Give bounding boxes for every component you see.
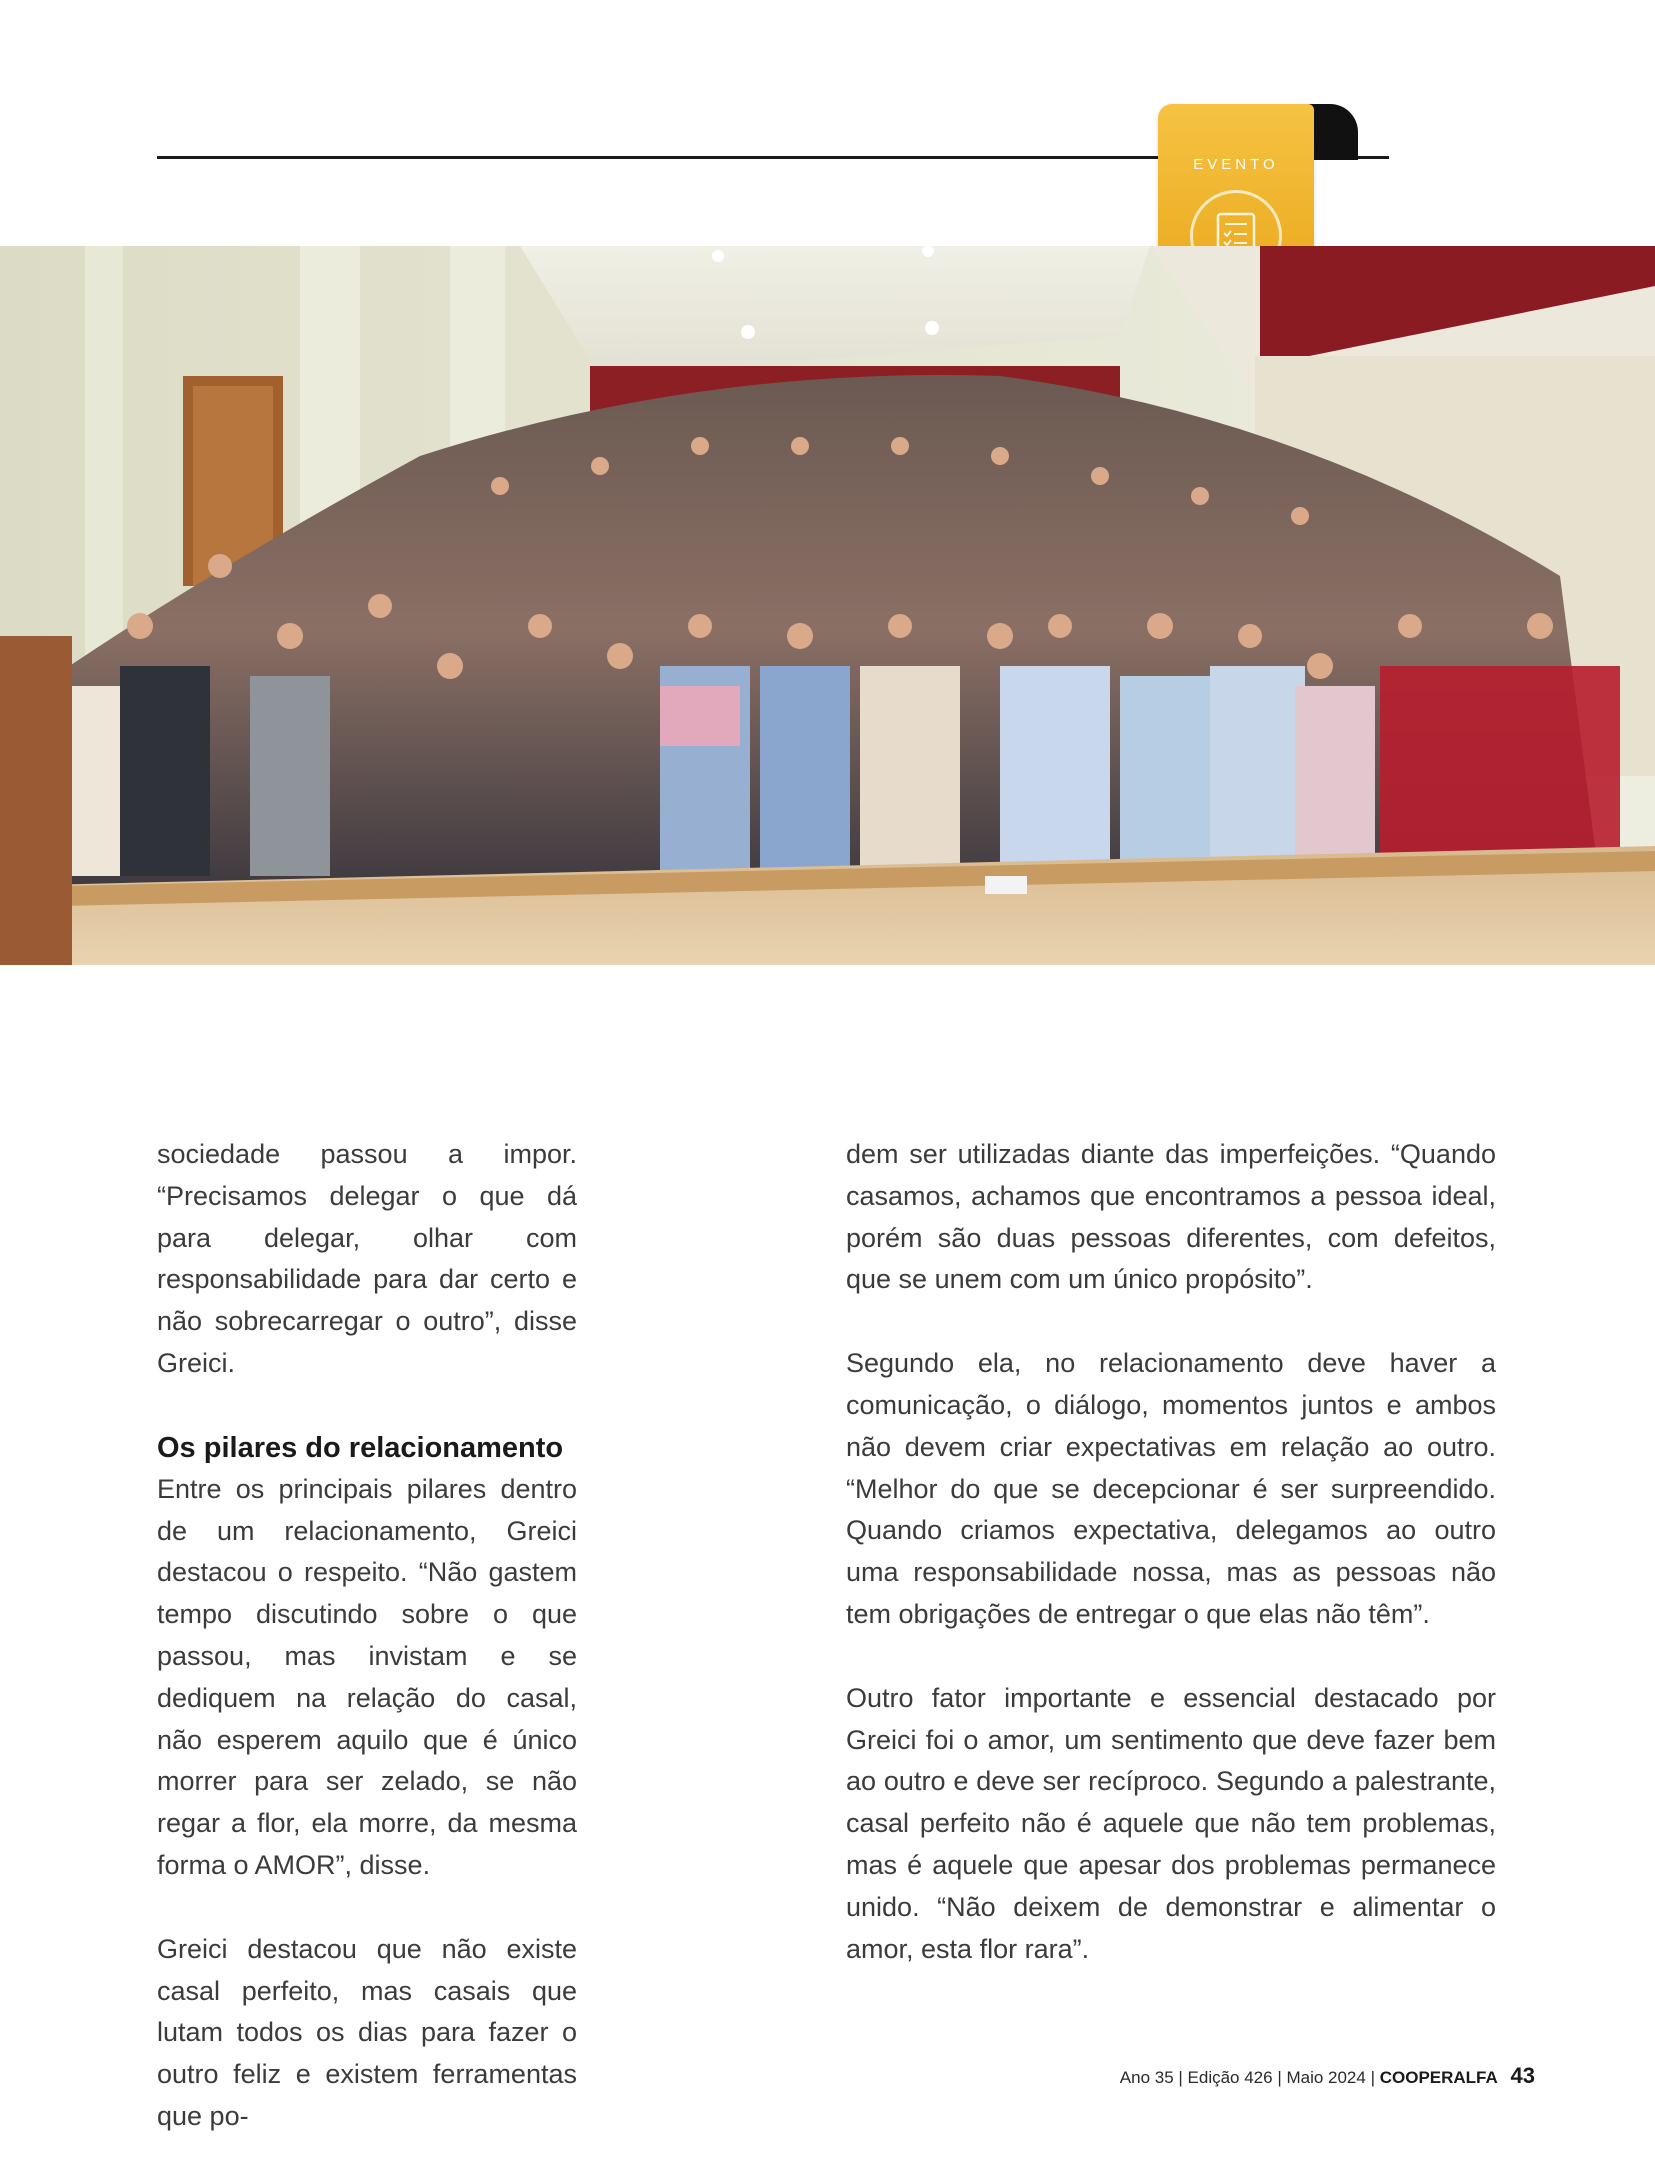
page-number: 43 [1510, 2063, 1535, 2088]
subheading: Os pilares do relacionamento [157, 1431, 564, 1464]
right-column [846, 1134, 1496, 1970]
issue-info: Ano 35 | Edição 426 | Maio 2024 | [1119, 2068, 1375, 2087]
left-column [157, 1134, 577, 2138]
paragraph: Greici destacou que não existe casal perfeito, mas casais que lutam todos os dias para fazer o outro feliz e existem ferramentas que po- [157, 1933, 577, 2131]
brand-name: COOPERALFA [1379, 2068, 1498, 2087]
paragraph: sociedade passou a impor. “Precisamos delegar o que dá para delegar, olhar com responsabilidade para dar certo e não sobrecarregar o outro”, disse Greici. [157, 1139, 577, 1378]
paragraph-gap [157, 1887, 577, 1929]
paragraph: Entre os principais pilares dentro de um relacionamento, Greici destacou o respeito. “Não gastem tempo discutindo sobre o que passou, mas invistam e se dediquem na relação do casal, não esperem aquilo que é único morrer para ser zelado, se não regar a flor, ela morre, da mesma forma o AMOR”, disse. [157, 1473, 577, 1880]
paragraph-gap [157, 1385, 577, 1427]
paragraph: Segundo ela, no relacionamento deve haver a comunicação, o diálogo, momentos juntos e ambos não devem criar expectativas em relação ao outro. “Melhor do que se decepcionar é ser surpreendido. Quando criamos expectativa, delegamos ao outro uma responsabilidade nossa, mas as pessoas não tem obrigações de entregar o que elas não têm”. [846, 1348, 1496, 1629]
paragraph: dem ser utilizadas diante das imperfeições. “Quando casamos, achamos que encontramos a pessoa ideal, porém são duas pessoas diferentes, com defeitos, que se unem com um único propósito”. [846, 1139, 1496, 1295]
paragraph-gap [846, 1301, 1496, 1343]
section-label: EVENTO [1193, 156, 1279, 173]
group-photo [0, 246, 1655, 965]
paragraph-gap [846, 1636, 1496, 1678]
paragraph: Outro fator importante e essencial destacado por Greici foi o amor, um sentimento que deve fazer bem ao outro e deve ser recíproco. Segundo a palestrante, casal perfeito não é aquele que não tem problemas, mas é aquele que apesar dos problemas permanece unido. “Não deixem de demonstrar e alimentar o amor, esta flor rara”. [846, 1682, 1496, 1964]
auditorium-illustration [0, 246, 1655, 965]
page-footer [1120, 2063, 1535, 2089]
